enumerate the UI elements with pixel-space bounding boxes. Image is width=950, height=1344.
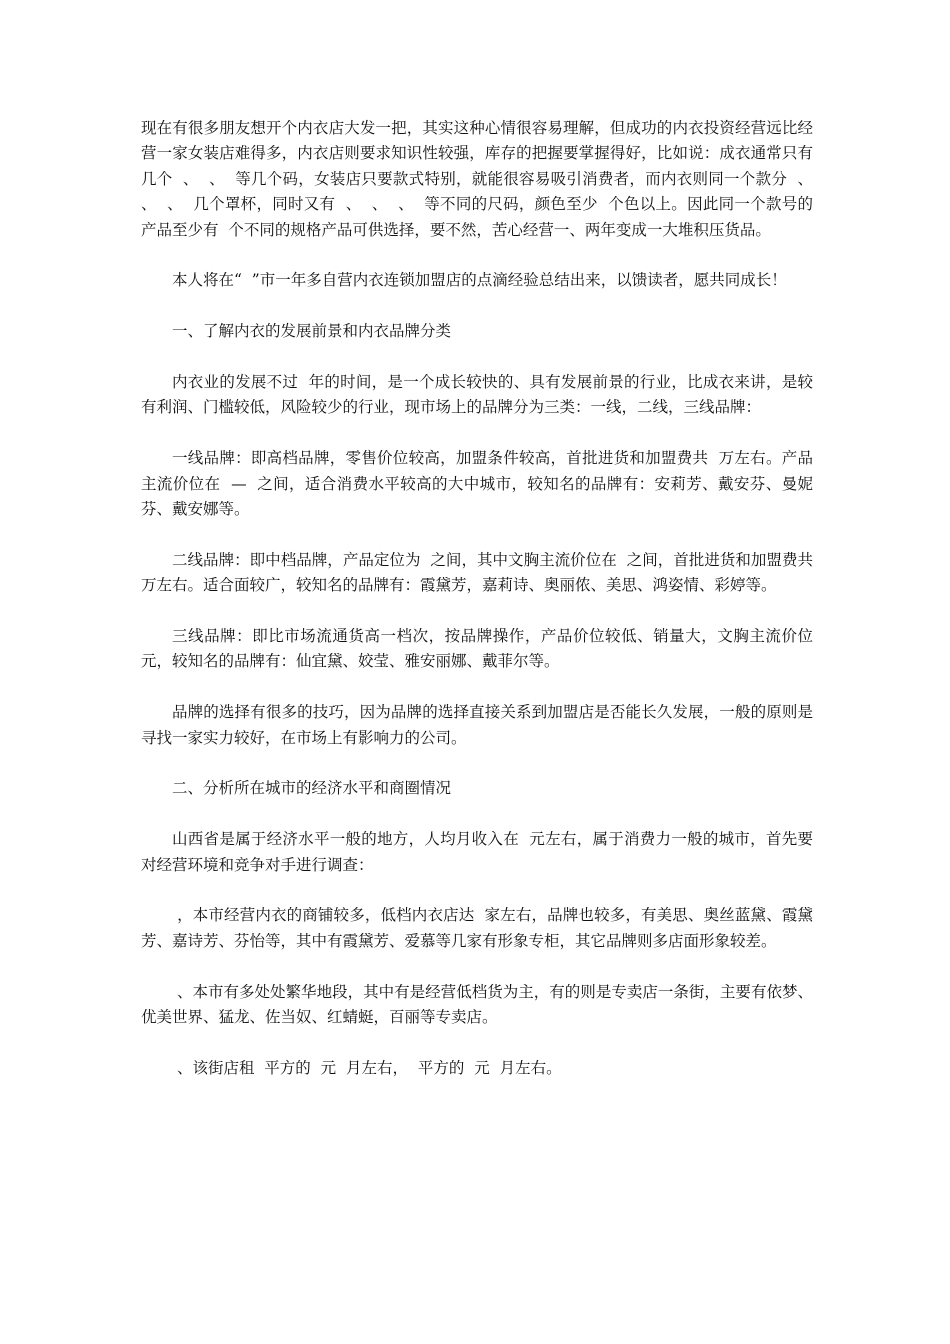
rent-paragraph: 、该街店租 平方的 元 月左右， 平方的 元 月左右。 <box>172 1058 562 1077</box>
tier2-brands-paragraph: 二线品牌：即中档品牌，产品定位为 之间，其中文胸主流价位在 之间，首批进货和加盟费共 万左右。适合面较广，较知名的品牌有：霞黛芳，嘉莉诗、奥丽侬、美思、鸿姿情、彩婷等。 <box>141 550 823 595</box>
business-district-paragraph: 、本市有多处处繁华地段，其中有是经营低档货为主，有的则是专卖店一条街，主要有依梦、优美世界、猛龙、佐当奴、红蜻蜓，百丽等专卖店。 <box>141 982 813 1027</box>
section-heading-1: 一、了解内衣的发展前景和内衣品牌分类 <box>172 322 452 341</box>
document-page <box>141 116 823 1107</box>
industry-overview-paragraph: 内衣业的发展不过 年的时间，是一个成长较快的、具有发展前景的行业，比成衣来讲，是较有利润、门槛较低，风险较少的行业，现市场上的品牌分为三类：一线，二线，三线品牌： <box>141 373 813 417</box>
tier1-brands-paragraph: 一线品牌：即高档品牌，零售价位较高，加盟条件较高，首批进货和加盟费共 万左右。产品主流价位在 — 之间，适合消费水平较高的大中城市，较知名的品牌有：安莉芳、戴安芬、曼妮芬、戴安娜等。 <box>141 449 813 519</box>
intro-paragraph: 现在有很多朋友想开个内衣店大发一把，其实这种心情很容易理解，但成功的内衣投资经营远比经营一家女装店难得多，内衣店则要求知识性较强，库存的把握要掌握得好，比如说：成衣通常只有几个 、 、 等几个码，女装店只要款式特别，就能很容易吸引消费者，而内衣则同一个款分 、 、 、 几个罩杯，同时又有 、 、 、 等不同的尺码，颜色至少 个色以上。因此同一个款号的产品至少有 个不同的规格产品可供选择，要不然，苦心经营一、两年变成一大堆积压货品。 <box>141 119 823 239</box>
tier3-brands-paragraph: 三线品牌：即比市场流通货高一档次，按品牌操作，产品价位较低、销量大，文胸主流价位 元，较知名的品牌有：仙宜黛、姣莹、雅安丽娜、戴菲尔等。 <box>141 627 823 671</box>
brand-selection-paragraph: 品牌的选择有很多的技巧，因为品牌的选择直接关系到加盟店是否能长久发展，一般的原则是寻找一家实力较好，在市场上有影响力的公司。 <box>141 703 813 747</box>
economy-paragraph: 山西省是属于经济水平一般的地方，人均月收入在 元左右，属于消费力一般的城市，首先要对经营环境和竞争对手进行调查： <box>141 830 813 874</box>
competition-paragraph: ，本市经营内衣的商铺较多，低档内衣店达 家左右，品牌也较多，有美思、奥丝蓝黛、霞黛芳、嘉诗芳、芬怡等，其中有霞黛芳、爱慕等几家有形象专柜，其它品牌则多店面形象较差。 <box>141 906 813 950</box>
section-heading-2: 二、分析所在城市的经济水平和商圈情况 <box>172 779 452 798</box>
author-statement-paragraph: 本人将在“ ”市一年多自营内衣连锁加盟店的点滴经验总结出来，以馈读者，愿共同成长！ <box>172 271 787 290</box>
